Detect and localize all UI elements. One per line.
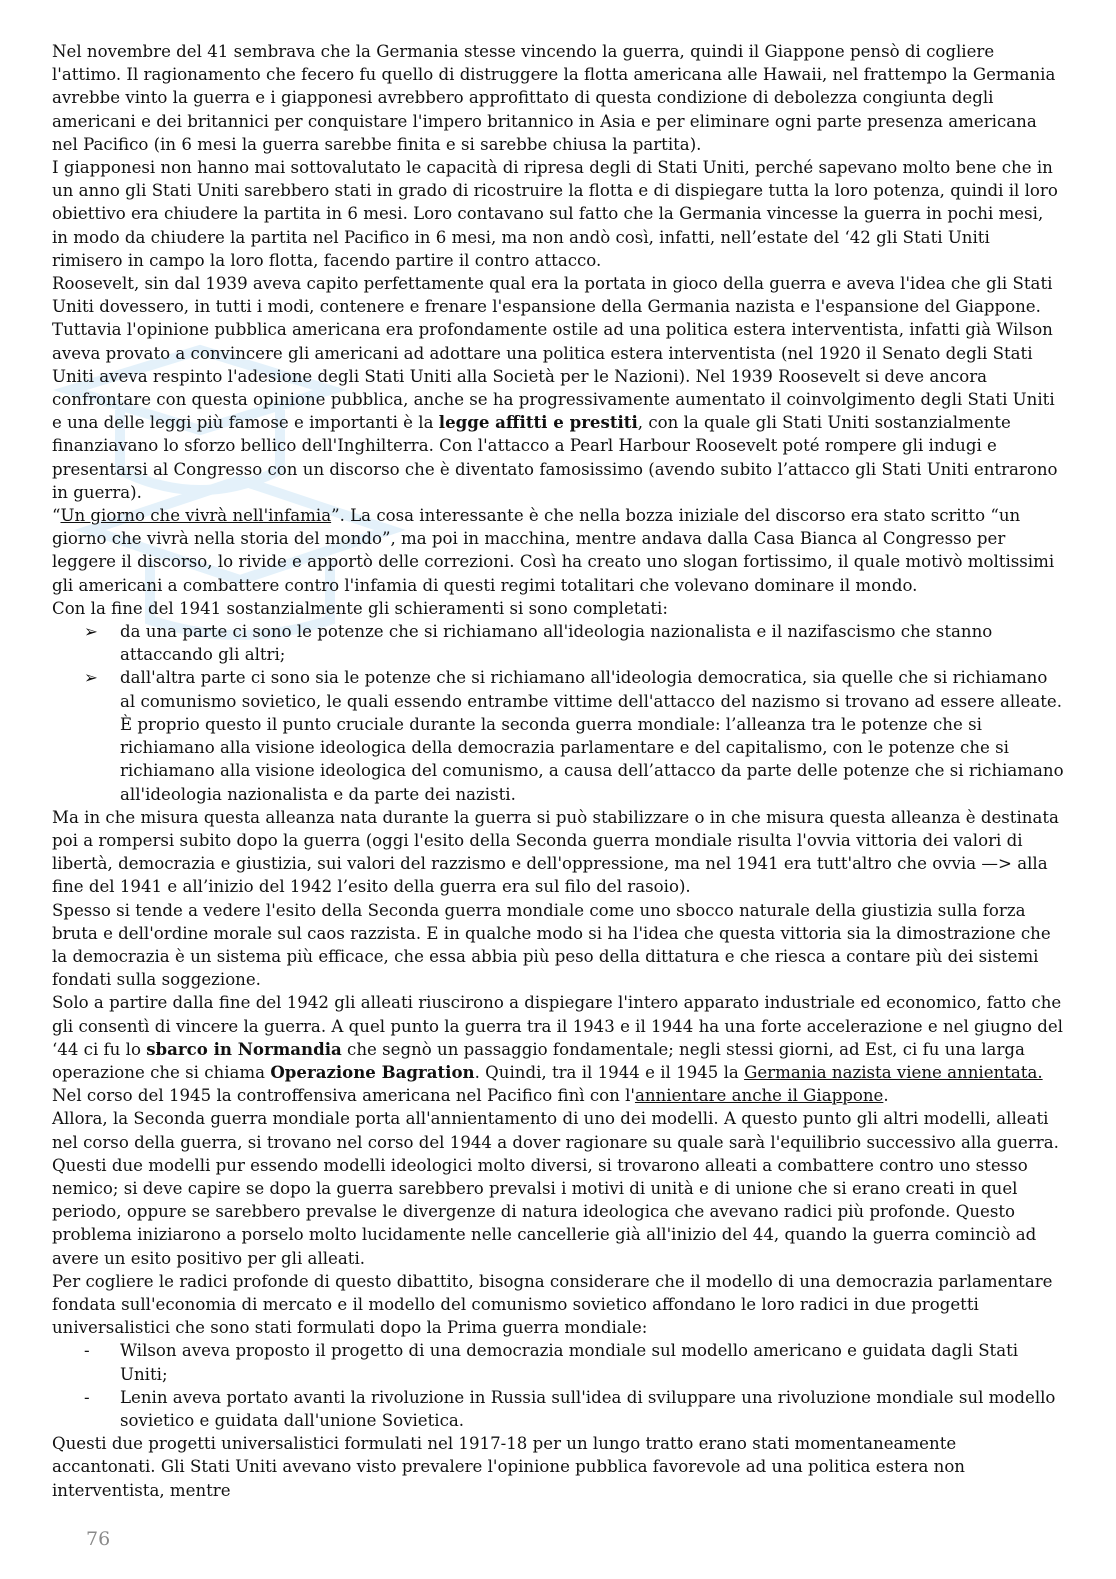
dash-bullet: - — [84, 1341, 90, 1361]
paragraph-11: Questi due progetti universalistici formulati nel 1917-18 per un lungo tratto erano stati momentaneamente accantonati. Gli Stati Uniti avevano visto prevalere l'opinione pubblica favorevole ad una politica estera non interventista, mentre — [52, 1434, 965, 1500]
paragraph-1: Nel novembre del 41 sembrava che la Germania stesse vincendo la guerra, quindi il Giappone pensò di cogliere l'attimo. Il ragionamento che fecero fu quello di distruggere la flotta americana alle Hawaii, nel frattempo la Germania avrebbe vinto la guerra e i giapponesi avrebbero approfittato di questa condizione di debolezza congiunta degli americani e dei britannici per conquistare l'impero britannico in Asia e per eliminare ogni parte presenza americana nel Pacifico (in 6 mesi la guerra sarebbe finita e si sarebbe chiusa la partita). — [52, 42, 1056, 154]
paragraph-5: Con la fine del 1941 sostanzialmente gli schieramenti si sono completati: — [52, 598, 668, 618]
document-page — [52, 40, 1064, 1502]
paragraph-2: I giapponesi non hanno mai sottovalutato le capacità di ripresa degli di Stati Uniti, perché sapevano molto bene che in un anno gli Stati Uniti sarebbero stati in grado di ricostruire la flotta e di dispiegare tutta la loro potenza, quindi il loro obiettivo era chiudere la partita in 6 mesi. Loro contavano sul fatto che la Germania vincesse la guerra in pochi mesi, in modo da chiudere la partita nel Pacifico in 6 mesi, ma non andò così, infatti, nell’estate del ‘42 gli Stati Uniti rimisero in campo la loro flotta, facendo partire il contro attacco. — [52, 158, 1058, 270]
arrow-list — [52, 620, 1064, 806]
operazione-bagration-bold: Operazione Bagration — [270, 1061, 475, 1082]
paragraph-4 — [52, 504, 1064, 597]
list-item — [52, 620, 1064, 666]
dash-bullet: - — [84, 1387, 90, 1407]
giappone-annientato-underlined: annientare anche il Giappone — [634, 1086, 884, 1106]
paragraph-3-text: Roosevelt, sin dal 1939 aveva capito perfettamente qual era la portata in gioco della guerra e aveva l'idea che gli Stati Uniti dovessero, in tutti i modi, contenere e frenare l'espansione della Germania nazista e l'espansione del Giappone. Tuttavia l'opinione pubblica americana era profondamente ostile ad una politica estera interventista, infatti già Wilson aveva provato a convincere gli americani ad adottare una politica estera interventista (nel 1920 il Senato degli Stati Uniti aveva respinto l'adesione degli Stati Uniti alla Società per le Nazioni). Nel 1939 Roosevelt si deve ancora confrontare con questa opinione pubblica, anche se ha progressivamente aumentato il coinvolgimento degli Stati Uniti e una delle leggi più famose e importanti è la — [52, 274, 1055, 433]
paragraph-7: Spesso si tende a vedere l'esito della Seconda guerra mondiale come uno sbocco naturale della giustizia sulla forza bruta e dell'ordine morale sul caos razzista. E in qualche modo si ha l'idea che questa vittoria sia la dimostrazione che la democrazia è un sistema più efficace, che essa abbia più peso della dittatura e che riesca a contare più dei sistemi fondati sulla soggezione. — [52, 900, 1051, 990]
paragraph-6: Ma in che misura questa alleanza nata durante la guerra si può stabilizzare o in che misura questa alleanza è destinata poi a rompersi subito dopo la guerra (oggi l'esito della Seconda guerra mondiale risulta l'ovvia vittoria dei valori di libertà, democrazia e giustizia, sui valori del razzismo e dell'oppressione, ma nel 1941 era tutt'altro che ovvia —> alla fine del 1941 e all’inizio del 1942 l’esito della guerra era sul filo del rasoio). — [52, 807, 1059, 897]
paragraph-3-rest: , con la quale gli Stati Uniti sostanzialmente finanziavano lo sforzo bellico dell'Inghilterra. Con l'attacco a Pearl Harbour Roosevelt poté rompere gli indugi e presentarsi al Congresso con un discorso che è diventato famosissimo (avendo subito l’attacco gli Stati Uniti entrarono in guerra). — [52, 413, 1058, 502]
paragraph-4-rest: ”. La cosa interessante è che nella bozza iniziale del discorso era stato scritto “un giorno che vivrà nella storia del mondo”, ma poi in macchina, mentre andava dalla Casa Bianca al Congresso per leggere il discorso, lo rivide e apportò delle correzioni. Così ha creato uno slogan fortissimo, il quale motivò moltissimi gli americani a combattere contro l'infamia di questi regimi totalitari che volevano dominare il mondo. — [52, 506, 1055, 595]
paragraph-8-text-1: Solo a partire dalla fine del 1942 gli alleati riuscirono a dispiegare l'intero apparato industriale ed economico, fatto che gli consentì di vincere la guerra. A quel punto la guerra tra il 1943 e il 1944 ha una forte accelerazione e nel giugno del ‘44 ci fu lo — [52, 993, 1063, 1059]
paragraph-9: Allora, la Seconda guerra mondiale porta all'annientamento di uno dei modelli. A questo punto gli altri modelli, alleati nel corso della guerra, si trovano nel corso del 1944 a dover ragionare su quale sarà l'equilibrio successivo alla guerra. Questi due modelli pur essendo modelli ideologici molto diversi, si trovarono alleati a combattere contro uno stesso nemico; si deve capire se dopo la guerra sarebbero prevalsi i motivi di unità e di unione che si erano creati in quel periodo, oppure se sarebbero prevalse le divergenze di natura ideologica che avevano radici più profonde. Questo problema iniziarono a porselo molto lucidamente nelle cancellerie già all'inizio del 44, quando la guerra cominciò ad avere un esito positivo per gli alleati. — [52, 1109, 1059, 1268]
sbarco-normandia-bold: sbarco in Normandia — [146, 1038, 342, 1059]
arrow-bullet-icon: ➢ — [84, 622, 98, 642]
list-item — [52, 666, 1064, 805]
open-quote: “ — [52, 506, 61, 526]
paragraph-8-text-2: che segnò un passaggio fondamentale; negli stessi giorni, ad Est, ci fu una larga operazione che si chiama — [52, 1039, 1025, 1082]
legge-affitti-prestiti-bold: legge affitti e prestiti — [438, 412, 638, 433]
list-item — [52, 1339, 1064, 1385]
paragraph-8-text-4: Nel corso del 1945 la controffensiva americana nel Pacifico finì con l' — [52, 1086, 635, 1106]
speech-title-underlined: Un giorno che vivrà nell'infamia — [60, 506, 332, 526]
paragraph-3 — [52, 272, 1064, 504]
list-item — [52, 1386, 1064, 1432]
list-item-text: da una parte ci sono le potenze che si richiamano all'ideologia nazionalista e il nazifascismo che stanno attaccando gli altri; — [120, 622, 993, 665]
list-item-text: Lenin aveva portato avanti la rivoluzione in Russia sull'idea di sviluppare una rivoluzione mondiale sul modello sovietico e guidata dall'unione Sovietica. — [120, 1387, 1056, 1430]
paragraph-8-text-3: . Quindi, tra il 1944 e il 1945 la — [474, 1062, 745, 1082]
list-item-text: dall'altra parte ci sono sia le potenze che si richiamano all'ideologia democratica, sia quelle che si richiamano al comunismo sovietico, le quali essendo entrambe vittime dell'attacco del nazismo si trovano ad essere alleate. È proprio questo il punto cruciale durante la seconda guerra mondiale: l’alleanza tra le potenze che si richiamano alla visione ideologica della democrazia parlamentare e del capitalismo, con le potenze che si richiamano alla visione ideologica del comunismo, a causa dell’attacco da parte delle potenze che si richiamano all'ideologia nazionalista e da parte dei nazisti. — [120, 668, 1064, 804]
paragraph-8-text-5: . — [883, 1086, 889, 1106]
paragraph-8 — [52, 991, 1064, 1107]
arrow-bullet-icon: ➢ — [84, 668, 98, 688]
list-item-text: Wilson aveva proposto il progetto di una democrazia mondiale sul modello americano e guidata dagli Stati Uniti; — [120, 1341, 1019, 1384]
paragraph-10: Per cogliere le radici profonde di questo dibattito, bisogna considerare che il modello di una democrazia parlamentare fondata sull'economia di mercato e il modello del comunismo sovietico affondano le loro radici in due progetti universalistici che sono stati formulati dopo la Prima guerra mondiale: — [52, 1271, 1053, 1338]
dash-list — [52, 1339, 1064, 1432]
page-number: 76 — [86, 1528, 111, 1550]
germania-annientata-underlined: Germania nazista viene annientata. — [744, 1062, 1043, 1082]
